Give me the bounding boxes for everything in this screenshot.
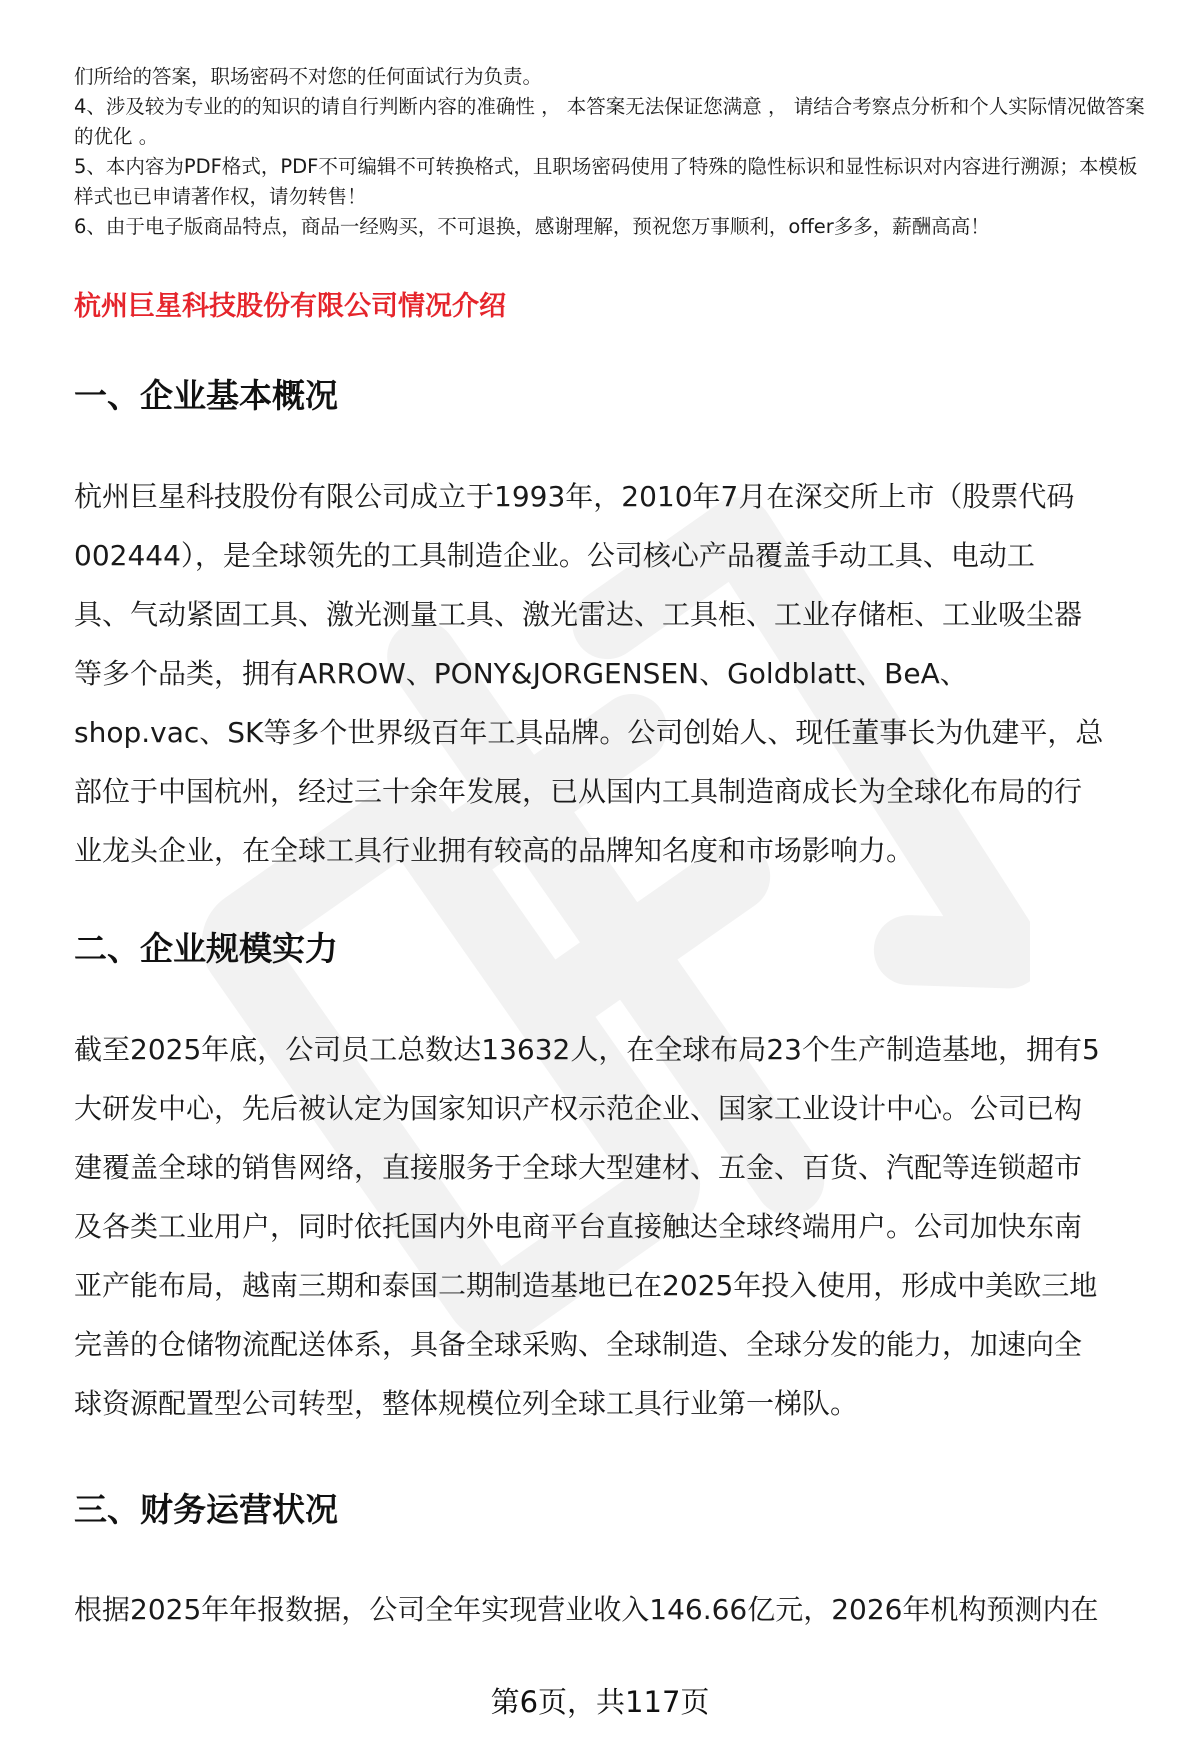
notice-item-4: 4、涉及较为专业的的知识的请自行判断内容的准确性 ， 本答案无法保证您满意 ， 请结合考察点分析和个人实际情况做答案的优化 。	[74, 95, 1145, 148]
body-line: 业龙头企业，在全球工具行业拥有较高的品牌知名度和市场影响力。	[74, 834, 915, 867]
section-heading-financials: 三、财务运营状况	[74, 1490, 338, 1529]
body-line: 根据2025年年报数据，公司全年实现营业收入146.66亿元，2026年机构预测内在	[74, 1593, 1099, 1626]
section-body-scale	[74, 1020, 1164, 1433]
notice-line: 们所给的答案，职场密码不对您的任何面试行为负责。	[74, 65, 543, 88]
notice-item-5: 5、本内容为PDF格式，PDF不可编辑不可转换格式，且职场密码使用了特殊的隐性标识和显性标识对内容进行溯源；本模板样式也已申请著作权，请勿转售！	[74, 155, 1138, 208]
body-line: 大研发中心，先后被认定为国家知识产权示范企业、国家工业设计中心。公司已构	[74, 1092, 1083, 1125]
body-line: 亚产能布局，越南三期和泰国二期制造基地已在2025年投入使用，形成中美欧三地	[74, 1269, 1098, 1302]
body-line: shop.vac、SK等多个世界级百年工具品牌。公司创始人、现任董事长为仇建平，总	[74, 716, 1104, 749]
page-number: 第6页，共117页	[490, 1685, 710, 1719]
body-line: 截至2025年底，公司员工总数达13632人，在全球布局23个生产制造基地，拥有5	[74, 1033, 1100, 1066]
body-line: 具、气动紧固工具、激光测量工具、激光雷达、工具柜、工业存储柜、工业吸尘器	[74, 598, 1083, 631]
body-line: 及各类工业用户，同时依托国内外电商平台直接触达全球终端用户。公司加快东南	[74, 1210, 1083, 1243]
body-line: 完善的仓储物流配送体系，具备全球采购、全球制造、全球分发的能力，加速向全	[74, 1328, 1083, 1361]
document-title: 杭州巨星科技股份有限公司情况介绍	[74, 291, 506, 322]
section-heading-basic-overview: 一、企业基本概况	[74, 376, 338, 415]
body-line: 部位于中国杭州，经过三十余年发展，已从国内工具制造商成长为全球化布局的行	[74, 775, 1083, 808]
body-line: 杭州巨星科技股份有限公司成立于1993年，2010年7月在深交所上市（股票代码	[74, 480, 1075, 513]
body-line: 等多个品类，拥有ARROW、PONY&JORGENSEN、Goldblatt、BeA、	[74, 657, 968, 690]
section-body-basic-overview	[74, 467, 1164, 880]
section-body-financials	[74, 1580, 1164, 1639]
body-line: 002444），是全球领先的工具制造企业。公司核心产品覆盖手动工具、电动工	[74, 539, 1035, 572]
section-heading-scale: 二、企业规模实力	[74, 929, 338, 968]
body-line: 建覆盖全球的销售网络，直接服务于全球大型建材、五金、百货、汽配等连锁超市	[74, 1151, 1083, 1184]
notice-item-6: 6、由于电子版商品特点，商品一经购买，不可退换，感谢理解，预祝您万事顺利，offer多多，薪酬高高！	[74, 215, 990, 238]
body-line: 球资源配置型公司转型，整体规模位列全球工具行业第一梯队。	[74, 1387, 859, 1420]
